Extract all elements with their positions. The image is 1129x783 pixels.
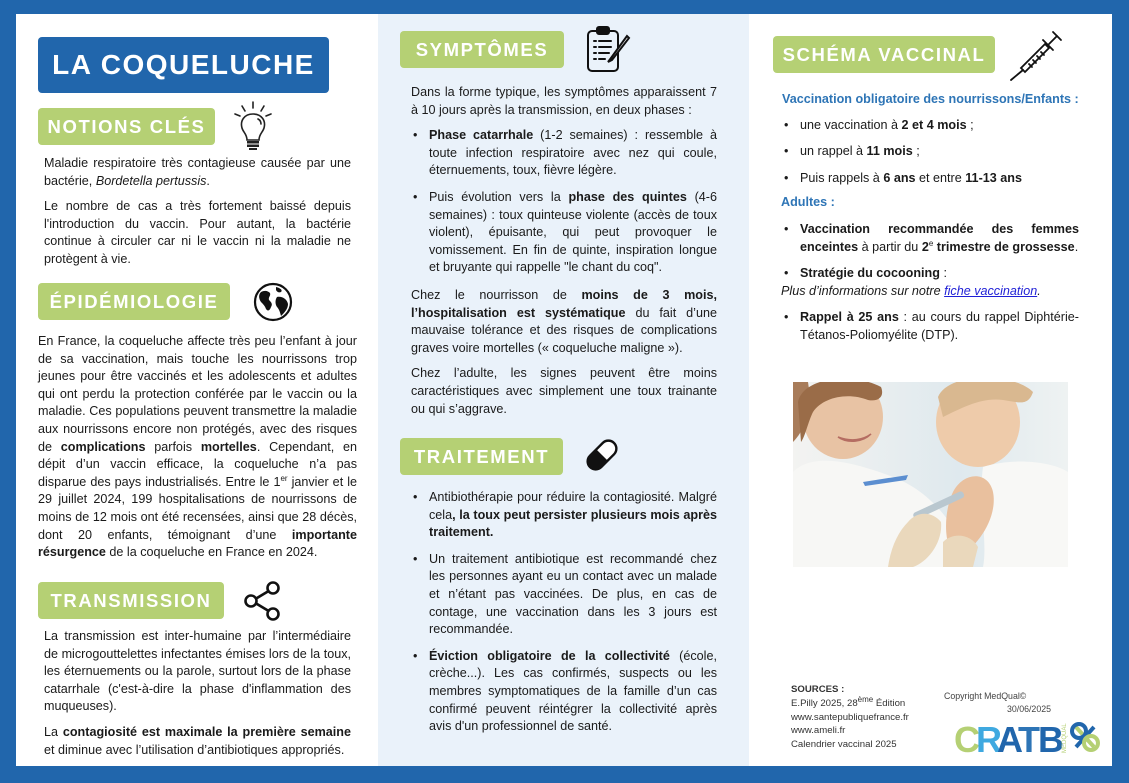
list-item: • Vaccination recommandée des femmes enceintes à partir du 2e trimestre de grossesse. [782, 221, 1079, 256]
list-item: • Puis rappels à 6 ans et entre 11-13 ans [782, 170, 1079, 188]
list-item: • Un traitement antibiotique est recommandé chez les personnes ayant eu un contact avec un malade et n’étant pas vaccinées. De plus, en cas de contage, une vaccination dans les 3 jours est recommandée. [411, 551, 717, 639]
syringe-icon [1007, 28, 1065, 84]
pill-icon [582, 435, 622, 475]
section-title-traitement: TRAITEMENT [400, 438, 563, 475]
epidemiologie-text: En France, la coqueluche affecte très peu l’enfant à jour de sa vaccination, mais touche les nourrissons trop jeunes pour être vaccinés et les adolescents et adultes qui ont perdu la protection conférée par le vaccin ou la maladie. Ces populations peuvent transmettre la maladie aux nourrissons encore non protégés, avec des risques de complications parfois mortelles. Cependant, en dépit d’un vaccin efficace, la coqueluche n’a pas disparue des pays industrialisés. Entre le 1er janvier et le 29 juillet 2024, 199 hospitalisations de nourrissons de moins de 12 mois ont été recensées, ainsi que 28 décès, dont 20 enfants, témoignant d’une importante résurgence de la coqueluche en France en 2024. [38, 334, 357, 560]
symptomes-list [411, 127, 717, 277]
globe-icon [253, 282, 293, 322]
source-item: Calendrier vaccinal 2025 [791, 739, 897, 751]
section-title-epidemiologie: ÉPIDÉMIOLOGIE [38, 283, 230, 320]
symptomes-text: Dans la forme typique, les symptômes apparaissent 7 à 10 jours après la transmission, en deux phases : • Phase catarrhale (1-2 semaines) : ressemble à toute infection respiratoire avec nez qui coule, éternuements, toux, fièvre légère. • Puis évolution vers la phase des quintes (4-6 semaines) : toux quinteuse violente (accès de toux violent), épuisante, qui peut provoquer le vomissement. En fin de quinte, inspiration longue et bruyante qui rappelle "le chant du coq". Chez le nourrisson de moins de 3 mois, l’hospitalisation est systématique du fait d’une mauvaise tolérance et des risques de complications graves voire mortelles (« coqueluche maligne »). Chez l’adulte, les signes peuvent être moins caractéristiques avec simplement une toux trainante ou qui s’aggrave. [411, 84, 717, 426]
source-item: E.Pilly 2025, 28ème Édition [791, 694, 906, 709]
enfants-list [782, 117, 1079, 188]
notions-text: Maladie respiratoire très contagieuse causée par une bactérie, Bordetella pertussis. Le nombre de cas a très fortement baissé depuis l'introduction du vaccin. Pour autant, la bactérie continue à circuler car ni le vaccin ni la maladie ne protègent à vie. [44, 156, 351, 266]
section-title-symptomes: SYMPTÔMES [400, 31, 564, 68]
list-item: • Puis évolution vers la phase des quintes (4-6 semaines) : toux quinteuse violente (accès de toux violent), épuisante, qui peut provoquer le vomissement. En fin de quinte, inspiration longue et bruyante qui rappelle "le chant du coq". [411, 189, 717, 277]
clipboard-icon [585, 24, 631, 74]
lightbulb-icon [230, 100, 276, 150]
schema-text [782, 91, 1079, 354]
list-item: • Antibiothérapie pour réduire la contagiosité. Malgré cela, la toux peut persister plusieurs mois après traitement. [411, 489, 717, 542]
svg-text:B: B [1038, 719, 1061, 759]
fiche-vaccination-link[interactable]: fiche vaccination [944, 283, 1038, 298]
copyright-date: 30/06/2025 [1006, 703, 1051, 714]
list-item: • Phase catarrhale (1-2 semaines) : ressemble à toute infection respiratoire avec nez qui coule, éternuements, toux, fièvre légère. [411, 127, 717, 180]
adultes-list [782, 221, 1079, 283]
adultes-heading: Adultes : [781, 195, 835, 210]
copyright-text: Copyright MedQual© [944, 691, 1027, 701]
logo-graphic [954, 719, 1104, 759]
share-icon [242, 580, 284, 622]
svg-text:MEDQUAL: MEDQUAL [1062, 723, 1068, 753]
svg-text:R: R [976, 719, 999, 759]
list-item: • une vaccination à 2 et 4 mois ; [782, 117, 1079, 135]
source-item: www.santepubliquefrance.fr [791, 711, 909, 723]
source-item: www.ameli.fr [791, 725, 846, 737]
section-title-transmission: TRANSMISSION [38, 582, 224, 619]
sources-heading: SOURCES : [791, 684, 845, 695]
svg-text:C: C [954, 719, 977, 759]
svg-text:A: A [997, 719, 1020, 759]
list-item: • Rappel à 25 ans : au cours du rappel Diphtérie-Tétanos-Poliomyélite (DTP). [782, 309, 1079, 344]
list-item: • Éviction obligatoire de la collectivité (école, crèche...). Les cas confirmés, suspects ou les membres symptomatiques de la famille d’un cas confirmé peuvent réintégrer la collectivité après avis d'un professionnel de santé. [411, 648, 717, 736]
more-info: Plus d’informations sur notre fiche vaccination. [781, 283, 1041, 298]
enfants-heading: Vaccination obligatoire des nourrissons/Enfants : [782, 92, 1079, 106]
traitement-list [411, 489, 717, 736]
svg-text:T: T [1018, 719, 1037, 759]
page-title: LA COQUELUCHE [38, 37, 329, 93]
left-panel [16, 14, 378, 766]
cratb-logo [954, 719, 1104, 759]
traitement-text [411, 489, 717, 745]
section-title-notions: NOTIONS CLÉS [38, 108, 215, 145]
middle-panel [378, 14, 749, 766]
sources [791, 683, 961, 752]
copyright [944, 690, 1051, 715]
adultes-list-2 [782, 309, 1079, 344]
section-title-schema-vaccinal: SCHÉMA VACCINAL [773, 36, 995, 73]
list-item: • un rappel à 11 mois ; [782, 143, 1079, 161]
transmission-text: La transmission est inter-humaine par l’intermédiaire de microgouttelettes infectantes émises lors de la toux, les éternuements ou la parole, surtout lors de la phase catarrhale (c'est-à-dire la phase d'inflammation des muqueuses). La contagiosité est maximale la première semaine et diminue avec l’utilisation d’antibiotiques appropriés. [44, 629, 351, 757]
right-panel [749, 14, 1112, 766]
list-item: • Stratégie du cocooning : [782, 265, 1079, 283]
nurse-vaccinating-child-photo [793, 382, 1068, 567]
